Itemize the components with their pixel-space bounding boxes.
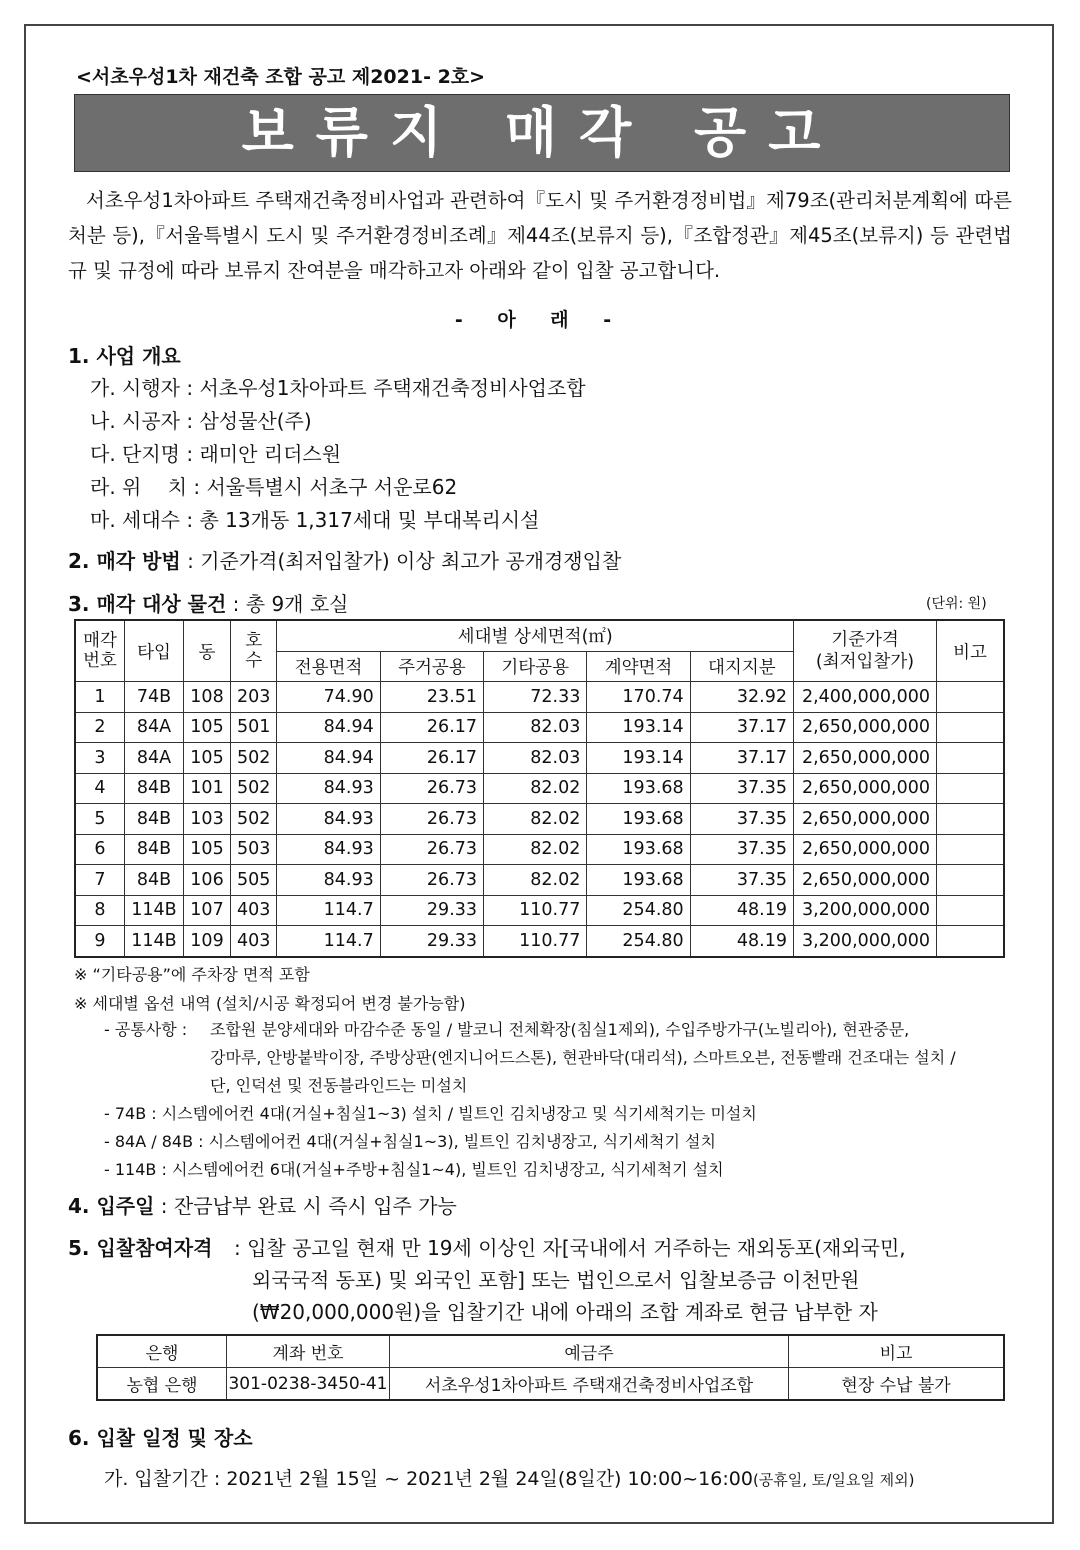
bank-note: 현장 수납 불가 — [789, 1368, 1005, 1401]
property-table — [74, 619, 1005, 958]
section-3-heading: 3. 매각 대상 물건 — [68, 592, 227, 616]
cell-no: 3 — [75, 743, 125, 774]
section-2-heading: 2. 매각 방법 — [68, 549, 181, 573]
cell-price: 2,650,000,000 — [794, 804, 937, 835]
col-area: 전용면적 — [277, 651, 380, 682]
cell-residential-common: 26.73 — [380, 834, 483, 865]
cell-exclusive: 84.94 — [277, 743, 380, 774]
option-common-line: 강마루, 안방붙박이장, 주방상판(엔지니어드스톤), 현관바닥(대리석), 스마트오븐, 전동빨래 건조대는 설치 / — [210, 1048, 956, 1067]
cell-no: 2 — [75, 712, 125, 743]
cell-contract: 254.80 — [587, 926, 690, 957]
cell-land-share: 37.35 — [690, 773, 793, 804]
bank-col: 비고 — [789, 1335, 1005, 1368]
cell-type: 84B — [125, 865, 184, 896]
cell-other-common: 110.77 — [484, 895, 587, 926]
bid-period — [104, 1464, 914, 1491]
cell-no: 9 — [75, 926, 125, 957]
col-ho: 호 수 — [231, 620, 277, 682]
bank-col: 은행 — [97, 1335, 227, 1368]
cell-price: 3,200,000,000 — [794, 895, 937, 926]
bank-holder: 서초우성1차아파트 주택재건축정비사업조합 — [390, 1368, 789, 1401]
bank-account: 301-0238-3450-41 — [227, 1368, 390, 1401]
cell-exclusive: 84.94 — [277, 712, 380, 743]
table-row — [75, 834, 1004, 865]
cell-exclusive: 114.7 — [277, 895, 380, 926]
table-row — [75, 682, 1004, 713]
option-common-label: - 공통사항 : — [104, 1020, 188, 1039]
cell-type: 84B — [125, 834, 184, 865]
overview-item: 가. 시행자 : 서초우성1차아파트 주택재건축정비사업조합 — [90, 376, 586, 400]
cell-land-share: 37.17 — [690, 712, 793, 743]
table-row — [75, 865, 1004, 896]
col-area-group: 세대별 상세면적(㎡) — [277, 620, 794, 651]
section-2 — [68, 545, 621, 574]
section-2-text: : 기준가격(최저입찰가) 이상 최고가 공개경쟁입찰 — [180, 549, 622, 573]
section-3-text: : 총 9개 호실 — [226, 592, 349, 616]
cell-ho: 503 — [231, 834, 277, 865]
overview-item: 라. 위 치 : 서울특별시 서초구 서운로62 — [90, 475, 458, 499]
cell-dong: 107 — [184, 895, 231, 926]
cell-contract: 193.68 — [587, 834, 690, 865]
cell-type: 84A — [125, 743, 184, 774]
cell-note — [937, 834, 1005, 865]
section-5-line: (₩20,000,000원)을 입찰기간 내에 아래의 조합 계좌로 현금 납부한 자 — [252, 1300, 878, 1324]
cell-residential-common: 26.73 — [380, 865, 483, 896]
table-row — [75, 743, 1004, 774]
section-4-heading: 4. 입주일 — [68, 1194, 155, 1218]
notice-reference: <서초우성1차 재건축 조합 공고 제2021- 2호> — [76, 66, 486, 88]
overview-item: 다. 단지명 : 래미안 리더스원 — [90, 442, 342, 466]
cell-exclusive: 114.7 — [277, 926, 380, 957]
table-row — [75, 773, 1004, 804]
cell-no: 8 — [75, 895, 125, 926]
cell-other-common: 82.02 — [484, 773, 587, 804]
cell-land-share: 37.35 — [690, 865, 793, 896]
overview-item: 나. 시공자 : 삼성물산(주) — [90, 409, 312, 433]
bid-period-text: 가. 입찰기간 : 2021년 2월 15일 ~ 2021년 2월 24일(8일간) 10:00~16:00 — [104, 1468, 753, 1490]
cell-no: 7 — [75, 865, 125, 896]
cell-land-share: 37.35 — [690, 834, 793, 865]
cell-exclusive: 84.93 — [277, 773, 380, 804]
option-common-line: 단, 인덕션 및 전동블라인드는 미설치 — [210, 1076, 468, 1095]
section-4-text: : 잔금납부 완료 시 즉시 입주 가능 — [154, 1194, 457, 1218]
cell-dong: 105 — [184, 834, 231, 865]
section-5-line: : 입찰 공고일 현재 만 19세 이상인 자[국내에서 거주하는 재외동포(재외국민, — [234, 1236, 906, 1260]
cell-no: 1 — [75, 682, 125, 713]
cell-other-common: 72.33 — [484, 682, 587, 713]
cell-ho: 403 — [231, 895, 277, 926]
option-line: - 114B : 시스템에어컨 6대(거실+주방+침실1~4), 빌트인 김치냉장고, 식기세척기 설치 — [104, 1160, 724, 1179]
cell-price: 2,650,000,000 — [794, 834, 937, 865]
below-marker: - 아 래 - — [454, 309, 626, 331]
cell-note — [937, 895, 1005, 926]
table-row — [75, 712, 1004, 743]
cell-dong: 103 — [184, 804, 231, 835]
cell-residential-common: 26.73 — [380, 773, 483, 804]
cell-contract: 193.14 — [587, 712, 690, 743]
cell-residential-common: 23.51 — [380, 682, 483, 713]
cell-land-share: 37.35 — [690, 804, 793, 835]
cell-dong: 101 — [184, 773, 231, 804]
cell-price: 2,650,000,000 — [794, 773, 937, 804]
cell-exclusive: 84.93 — [277, 804, 380, 835]
note-options: ※ 세대별 옵션 내역 (설치/시공 확정되어 변경 불가능함) — [74, 994, 466, 1013]
section-5-line: 외국국적 동포) 및 외국인 포함] 또는 법인으로서 입찰보증금 이천만원 — [252, 1268, 860, 1292]
cell-type: 74B — [125, 682, 184, 713]
cell-exclusive: 84.93 — [277, 865, 380, 896]
cell-residential-common: 26.17 — [380, 712, 483, 743]
cell-land-share: 32.92 — [690, 682, 793, 713]
cell-type: 114B — [125, 926, 184, 957]
col-dong: 동 — [184, 620, 231, 682]
cell-ho: 203 — [231, 682, 277, 713]
cell-ho: 502 — [231, 773, 277, 804]
cell-land-share: 37.17 — [690, 743, 793, 774]
table-row — [75, 804, 1004, 835]
cell-contract: 193.68 — [587, 865, 690, 896]
option-common-line: 조합원 분양세대와 마감수준 동일 / 발코니 전체확장(침실1제외), 수입주방가구(노빌리아), 현관중문, — [210, 1020, 910, 1039]
cell-price: 2,650,000,000 — [794, 712, 937, 743]
cell-type: 84B — [125, 804, 184, 835]
overview-item: 마. 세대수 : 총 13개동 1,317세대 및 부대복리시설 — [90, 508, 540, 532]
cell-residential-common: 29.33 — [380, 895, 483, 926]
cell-contract: 254.80 — [587, 895, 690, 926]
cell-price: 2,650,000,000 — [794, 743, 937, 774]
cell-note — [937, 712, 1005, 743]
col-price: 기준가격 (최저입찰가) — [794, 620, 937, 682]
intro-paragraph: 서초우성1차아파트 주택재건축정비사업과 관련하여『도시 및 주거환경정비법』제79조(관리처분계획에 따른 처분 등),『서울특별시 도시 및 주거환경정비조례』제44조(보류지 등),『조합정관』제45조(보류지) 등 관련법규 및 규정에 따라 보류지 잔여분을 매각하고자 아래와 같이 입찰 공고합니다. — [68, 189, 1012, 282]
section-3 — [68, 588, 349, 617]
page-title: 보류지 매각 공고 — [74, 94, 1010, 172]
col-area: 대지지분 — [690, 651, 793, 682]
bank-col: 계좌 번호 — [227, 1335, 390, 1368]
col-area: 주거공용 — [380, 651, 483, 682]
cell-note — [937, 865, 1005, 896]
cell-note — [937, 804, 1005, 835]
section-4 — [68, 1190, 457, 1219]
cell-no: 5 — [75, 804, 125, 835]
cell-ho: 505 — [231, 865, 277, 896]
section-1-heading: 1. 사업 개요 — [68, 344, 181, 368]
cell-other-common: 82.03 — [484, 743, 587, 774]
note-parking: ※ “기타공용”에 주차장 면적 포함 — [74, 965, 310, 984]
cell-note — [937, 926, 1005, 957]
col-note: 비고 — [937, 620, 1005, 682]
option-line: - 74B : 시스템에어컨 4대(거실+침실1~3) 설치 / 빌트인 김치냉장고 및 식기세척기는 미설치 — [104, 1104, 757, 1123]
cell-exclusive: 84.93 — [277, 834, 380, 865]
cell-residential-common: 26.73 — [380, 804, 483, 835]
cell-other-common: 82.02 — [484, 834, 587, 865]
col-no: 매각 번호 — [75, 620, 125, 682]
cell-contract: 193.14 — [587, 743, 690, 774]
cell-no: 4 — [75, 773, 125, 804]
cell-price: 2,400,000,000 — [794, 682, 937, 713]
section-6-heading: 6. 입찰 일정 및 장소 — [68, 1426, 253, 1450]
cell-other-common: 82.03 — [484, 712, 587, 743]
cell-type: 114B — [125, 895, 184, 926]
cell-note — [937, 743, 1005, 774]
cell-other-common: 82.02 — [484, 865, 587, 896]
cell-land-share: 48.19 — [690, 895, 793, 926]
bank-table — [96, 1334, 1005, 1401]
cell-dong: 105 — [184, 712, 231, 743]
cell-no: 6 — [75, 834, 125, 865]
cell-dong: 106 — [184, 865, 231, 896]
cell-other-common: 110.77 — [484, 926, 587, 957]
cell-residential-common: 26.17 — [380, 743, 483, 774]
cell-note — [937, 682, 1005, 713]
cell-ho: 403 — [231, 926, 277, 957]
option-line: - 84A / 84B : 시스템에어컨 4대(거실+침실1~3), 빌트인 김치냉장고, 식기세척기 설치 — [104, 1132, 716, 1151]
cell-ho: 502 — [231, 804, 277, 835]
bank-name: 농협 은행 — [97, 1368, 227, 1401]
cell-ho: 502 — [231, 743, 277, 774]
table-row — [75, 895, 1004, 926]
cell-contract: 193.68 — [587, 773, 690, 804]
cell-note — [937, 773, 1005, 804]
unit-label: (단위: 원) — [926, 596, 987, 612]
cell-other-common: 82.02 — [484, 804, 587, 835]
cell-ho: 501 — [231, 712, 277, 743]
cell-type: 84B — [125, 773, 184, 804]
cell-dong: 108 — [184, 682, 231, 713]
bid-period-exclusion: (공휴일, 토/일요일 제외) — [752, 1471, 915, 1489]
cell-contract: 170.74 — [587, 682, 690, 713]
cell-exclusive: 74.90 — [277, 682, 380, 713]
table-row — [75, 926, 1004, 957]
cell-residential-common: 29.33 — [380, 926, 483, 957]
cell-contract: 193.68 — [587, 804, 690, 835]
col-type: 타입 — [125, 620, 184, 682]
bank-col: 예금주 — [390, 1335, 789, 1368]
col-area: 계약면적 — [587, 651, 690, 682]
cell-land-share: 48.19 — [690, 926, 793, 957]
cell-price: 3,200,000,000 — [794, 926, 937, 957]
cell-dong: 109 — [184, 926, 231, 957]
cell-dong: 105 — [184, 743, 231, 774]
cell-type: 84A — [125, 712, 184, 743]
section-5-heading: 5. 입찰참여자격 — [68, 1236, 213, 1260]
col-area: 기타공용 — [484, 651, 587, 682]
cell-price: 2,650,000,000 — [794, 865, 937, 896]
